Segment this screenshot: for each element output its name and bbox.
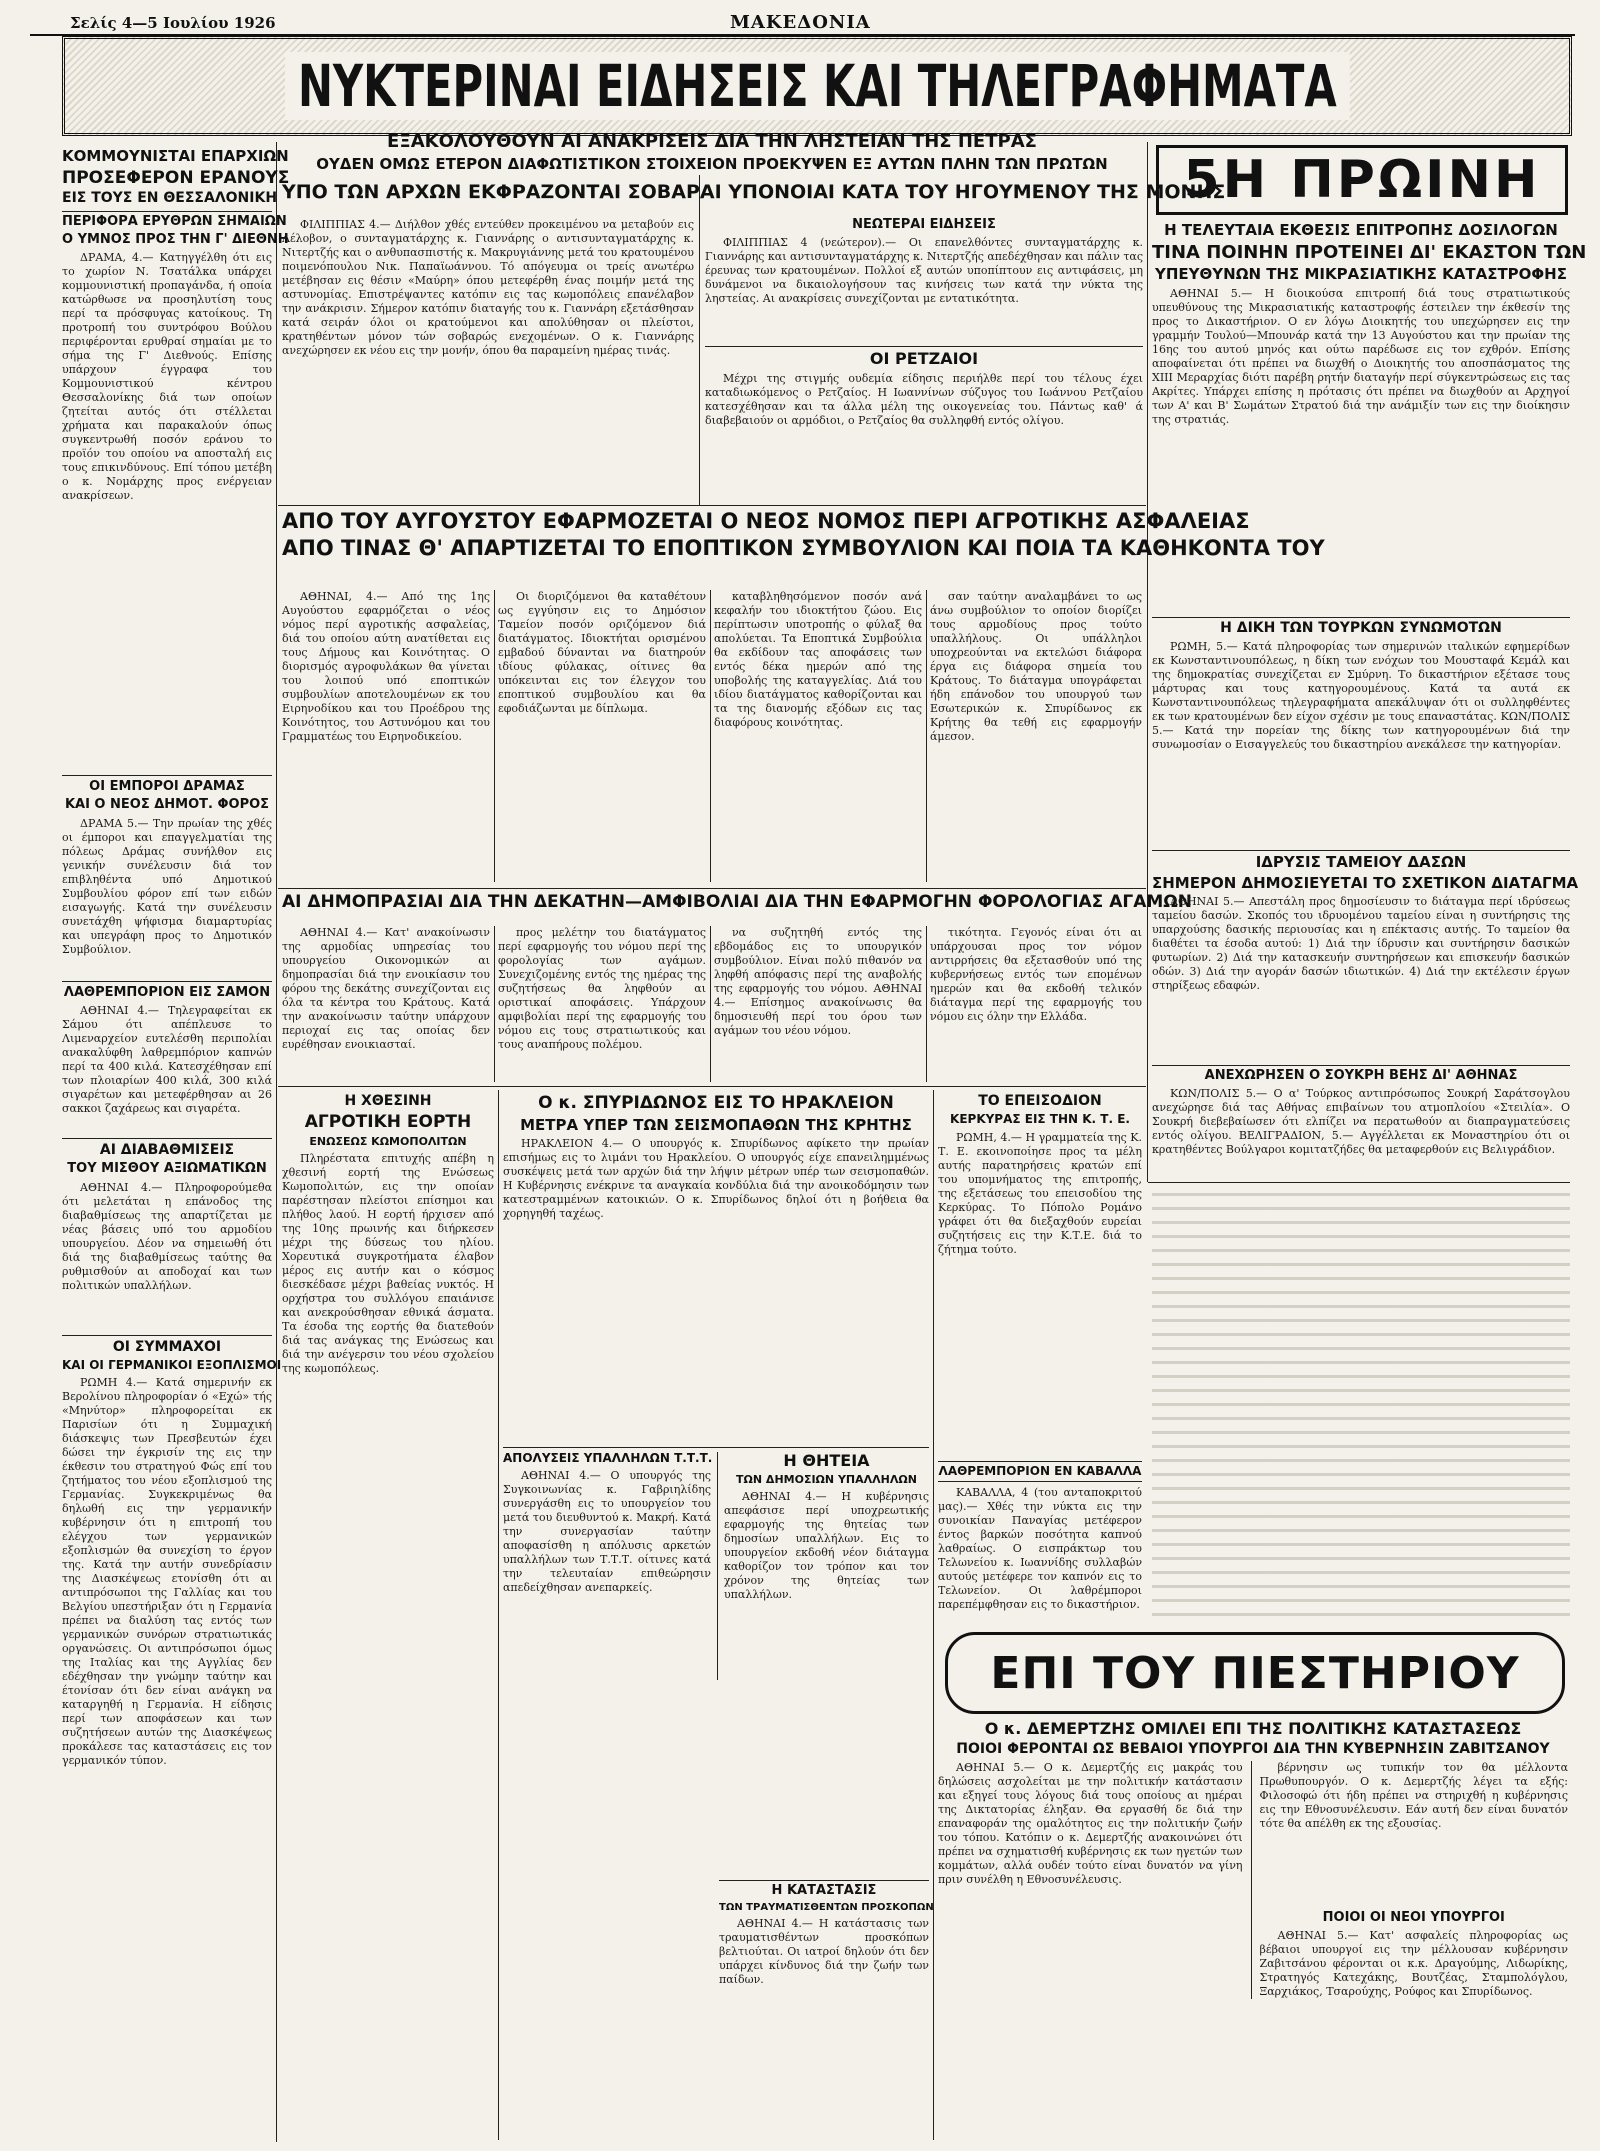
kavala-text: ΚΑΒΑΛΛΑ, 4 (του ανταποκριτού μας).— Χθές την νύκτα εις την συνοικίαν Παναγίας μετέφερον έντος βαρκών ποσότητα καπνού λαθραίως. Ο εισπράκτωρ του Τελωνείου κ. Ιωαννίδης συλλαβών αυτούς μετέφερε τον καπνόν εις το Τελωνείον. Οι λαθρέμποροι παρεπέμφθησαν εις το δικαστήριον. [938,1485,1142,1611]
samos-article: ΑΘΗΝΑΙ 4.— Τηλεγραφείται εκ Σάμου ότι απέπλευσε το Λιμεναρχείον ευτελέσθη περιπολίαι ανακαλύφθη λαθρεμπόριον καπνών περί τα 400 κιλά. Κατεσχέθησαν επί των πλοιαρίων 400 κιλά, 300 κιλά σιγαρέτων και μετεφέρθησαν αι 26 σακκοι ζαχάρεως και σιγαρέτα. [62,1004,272,1116]
allies-block [62,1335,282,1937]
tithe-headline [282,892,1192,923]
merchants-block [62,775,272,977]
petra-subheadline [282,181,1226,212]
festival-text: Πληρέστατα επιτυχής απέβη η χθεσινή εορτή της Ενώσεως Κωμοπολιτών, εις την οποίαν παρέστησαν πλείστοι επίσημοι και πλήθος λαού. Η εορτή ήρχισεν από της 10ης πρωινής και διήρκεσεν μέχρι της δύσεως του ηλίου. Χορευτικά συγκροτήματα έλαβον μέρος εις αυτήν και ο κόσμος διεσκέδασε μέχρι βαθείας νυκτός. Η ορχήστρα του συλλόγου επαιάνισε και ανεκρούσθησαν εθνικά άσματα. Τα έσοδα της εορτής θα διατεθούν διά τας ανάγκας της Ενώσεως και διά την ανέγερσιν του νέου σχολείου της κωμοπόλεως. [282,1152,494,1376]
kavala-headline: ΛΑΘΡΕΜΠΟΡΙΟΝ ΕΝ ΚΑΒΑΛΛΑ [938,1461,1142,1482]
demertzis-text-continued: βέρνησιν ως τυπικήν τον θα μέλλοντα Πρωθυπουργόν. Ο κ. Δεμερτζής λέγει τα εξής: Φιλοσοφώ ότι ήδη πρέπει να στηριχθή η κυβέρνησις εις την Εθνοσυνέλευσιν. Εάν αυτή δεν είναι δυνατόν τότε θα απέλθη εκ της εξουσίας. [1259,1760,1568,1830]
tithe-col-3 [714,926,922,1082]
merchants-article: ΔΡΑΜΑ 5.— Την πρωίαν της χθές οι έμποροι και επαγγελματίαι της πόλεως Δράμας συνήλθον εις γενικήν συνέλευσιν διά τον επιβληθέντα υπό Δημοτικού Συμβουλίου φόρον επί των ειδών εισαγωγής. Κατά την συνέλευσιν συνετάχθη ψήφισμα διαμαρτυρίας και υπεγράφη προς το Δημοτικόν Συμβούλιον. [62,816,272,956]
corfu-headline: ΤΟ ΕΠΕΙΣΟΔΙΟΝ [978,1093,1102,1109]
demertzis-text: ΑΘΗΝΑΙ 5.— Ο κ. Δεμερτζής εις μακράς του δηλώσεις ασχολείται με την πολιτικήν κατάστασιν και εξηγεί τους λόγους διά τους οποίους αι ημέραι της Δικτατορίας έληξαν. Θα εργασθή δε διά την επαναφοράν της ομαλότητος εις την πολιτικήν ζωήν του τόπου. Κατόπιν ο κ. Δεμερτζής ανακοινώνει ότι πρέπει να σχηματισθή κυβέρνησις εκ των ηγετών των κομμάτων, αλλά ουδέν τούτο είναι δυνατόν να γίνη πριν συνέλθη η Εθνοσυνέλευσις. [938,1760,1243,1886]
service-term-subheadline: ΤΩΝ ΔΗΜΟΣΙΩΝ ΥΠΑΛΛΗΛΩΝ [736,1472,917,1486]
turkish-trial-text: ΡΩΜΗ, 5.— Κατά πληροφορίας των σημερινών ιταλικών εφημερίδων εκ Κωνσταντινουπόλεως, η δίκη των ενόχων του Μουσταφά Κεμάλ και της δημοκρατίας συνεχίζεται εν Σμύρνη. Το δικαστήριον εξέτασε τους μάρτυρας και τους κατηγορουμένους. Κατά τα αυτά εκ Κωνσταντινουπόλεως τηλεγραφήματα απεκάλυψαν ότι οι συλληφθέντες εκ των κρατουμένων δεν είχον σχέσιν με τους επαναστάτας. ΚΩΝ/ΠΟΛΙΣ 5.— Κατά την πορείαν της δίκης των κατηγορουμένων διά την συνωμοσίαν ο Εισαγγελεύς του δικαστηρίου ανεκάλεσε την κατηγορίαν. [1152,640,1570,752]
latest-news-headline: ΝΕΩΤΕΡΑΙ ΕΙΔΗΣΕΙΣ [852,217,996,232]
headline-line: ΠΕΡΙΦΟΡΑ ΕΡΥΘΡΩΝ ΣΗΜΑΙΩΝ [62,211,272,229]
retzaioi-text: Μέχρι της στιγμής ουδεμία είδησις περιήλθε περί του τέλους έχει καταδιωκόμενος ο Ρετζαίος. Η Ιωαννίνων σύζυγος του Ιωάννου Ρετζαίου κατεσχέθησαν και τα άλλα μέλη της οικογενείας του. Πάντως καθ' ά διαβεβαιούν οι αρμόδιοι, ο Ρετζαίος θα συλληφθή εντός ολίγου. [705,371,1143,427]
headline-line: ΑΙ ΔΗΜΟΠΡΑΣΙΑΙ ΔΙΑ ΤΗΝ ΔΕΚΑΤΗΝ—ΑΜΦΙΒΟΛΙΑΙ ΔΙΑ ΤΗΝ ΕΦΑΡΜΟΓΗΝ ΦΟΡΟΛΟΓΙΑΣ ΑΓΑΜΩΝ [282,892,1192,912]
tithe-col-2 [498,926,706,1082]
officers-block [62,1138,272,1331]
samos-block [62,981,272,1134]
service-term-headline: Η ΘΗΤΕΙΑ [783,1451,870,1471]
agro-col-2 [498,590,706,882]
communist-headline [62,147,290,247]
retzaioi-headline: ΟΙ ΡΕΤΖΑΙΟΙ [705,346,1143,368]
spyridonos-column [503,1093,934,2138]
festival-headline-a: Η ΧΘΕΣΙΝΗ [344,1093,432,1109]
festival-headline-c: ΕΝΩΣΕΩΣ ΚΩΜΟΠΟΛΙΤΩΝ [309,1135,467,1149]
festival-column [282,1094,494,2138]
agro-headline [282,509,1325,586]
scouts-text: ΑΘΗΝΑΙ 4.— Η κατάστασις των τραυματισθέντων προσκόπων βελτιούται. Οι ιατροί δηλούν ότι δεν υπάρχει κίνδυνος διά την ζωήν των παίδων. [719,1917,929,1987]
service-term-block [724,1452,929,1680]
turkish-trial-headline: Η ΔΙΚΗ ΤΩΝ ΤΟΥΡΚΩΝ ΣΥΝΩΜΟΤΩΝ [1152,617,1570,636]
allies-subheadline: ΚΑΙ ΟΙ ΓΕΡΜΑΝΙΚΟΙ ΕΞΟΠΛΙΣΜΟΙ [62,1358,282,1373]
tithe-text: τικότητα. Γεγονός είναι ότι αι υπάρχουσαι προς τον νόμον αντιρρήσεις θα εξετασθούν υπό της κυβερνήσεως εντός των επομένων ημερών και θα εκδοθή τελικόν διάταγμα περί της εφαρμογής του νόμου εις όλην την Ελλάδα. [930,926,1142,1023]
spyridonos-headline: Ο κ. ΣΠΥΡΙΔΩΝΟΣ ΕΙΣ ΤΟ ΗΡΑΚΛΕΙΟΝ [538,1093,894,1113]
agro-text: σαν ταύτην αναλαμβάνει το ως άνω συμβούλιον το οποίον διορίζει τους αρμοδίους προς τούτο υπαλλήλους. Οι υπάλληλοι υποχρεούνται να εκτελώσι διάφορα έργα εις διάφορα σημεία του Κράτους. Το διάταγμα υπογράφεται ήδη επάνοδον του υπουργού των Εσωτερικών κ. Σπυρίδωνος εκ Κρήτης θα τεθή εις εφαρμογήν άμεσον. [930,590,1142,743]
new-ministers-text: ΑΘΗΝΑΙ 5.— Κατ' ασφαλείς πληροφορίας ως βέβαιοι υπουργοί εις την μέλλουσαν κυβέρνησιν Ζαβιτσάνου φέρονται οι κ.κ. Δραγούμης, Λιδωρίκης, Στρατηγός Κατεχάκης, Βουτζέας, Σταμπολόγλου, Ξαρχιάκος, Τσαρούχης, Ρούφος και Σπυρίδωνος. [1259,1929,1568,1999]
fifth-morning-title: 5Η ΠΡΩΙΝΗ [1183,150,1541,210]
new-ministers-headline: ΠΟΙΟΙ ΟΙ ΝΕΟΙ ΥΠΟΥΡΓΟΙ [1322,1909,1505,1925]
agro-col-4 [930,590,1142,882]
press-banner-title: ΕΠΙ ΤΟΥ ΠΙΕΣΤΗΡΙΟΥ [990,1647,1520,1699]
merchants-subheadline: ΚΑΙ Ο ΝΕΟΣ ΔΗΜΟΤ. ΦΟΡΟΣ [64,797,270,813]
press-banner [945,1632,1565,1714]
demertzis-subheadline: ΠΟΙΟΙ ΦΕΡΟΝΤΑΙ ΩΣ ΒΕΒΑΙΟΙ ΥΠΟΥΡΓΟΙ ΔΙΑ ΤΗΝ ΚΥΒΕΡΝΗΣΙΝ ΖΑΒΙΤΣΑΝΟΥ [956,1740,1550,1757]
latest-news-text: ΦΙΛΙΠΠΙΑΣ 4 (νεώτερον).— Οι επανελθόντες συνταγματάρχης κ. Γιαννάρης και αντισυνταγματάρχης κ. Νιτερτζής απεδέχθησαν και πάλιν τας έρευνας των κρατουμένων. Πολλοί εξ αυτών υποπίπτουν εις αντιφάσεις, μη δυνάμενοι να δικαιολογήσουν τας κινήσεις των κατά την νύκτα της ληστείας. Αι ανακρίσεις συνεχίζονται με εντατικότητα. [705,236,1143,306]
tithe-text: προς μελέτην του διατάγματος περί εφαρμογής του νόμου περί της φορολογίας των αγάμων. Συνεχιζομένης εντός της ημέρας της συζητήσεως θα ληφθούν αι οριστικαί αποφάσεις. Υπάρχουν αμφιβολίαι περί της εφαρμογής του νόμου εις τους στρατιωτικούς και τους αναπήρους πολέμου. [498,926,706,1051]
scouts-subheadline: ΤΩΝ ΤΡΑΥΜΑΤΙΣΘΕΝΤΩΝ ΠΡΟΣΚΟΠΩΝ [719,1902,934,1914]
headline-line: ΕΙΣ ΤΟΥΣ ΕΝ ΘΕΣΣΑΛΟΝΙΚΗ [62,190,278,207]
right-mid-filler [1152,1186,1570,1626]
right-top-column [1152,221,1587,1182]
fifth-morning-box [1156,145,1568,215]
merchants-headline: ΟΙ ΕΜΠΟΡΟΙ ΔΡΑΜΑΣ [89,779,245,795]
petra-text: ΦΙΛΙΠΠΙΑΣ 4.— Διήλθον χθές εντεύθεν προκειμένου να μεταβούν εις Λέλοβον, ο συνταγματάρχης κ. Γιαννάρης ο αντισυνταγματάρχης κ. Νιτερτζής και ο ανθυπασπιστής κ. Μακρυγιάννης μετά του κρατουμένου ποιμενόπουλου Νικ. Παπαϊωάννου. Τό απόγευμα οι τρείς ανωτέρω μετέβησαν εις θέσιν «Μαύρη» όπου μετεφέρθη ένας ποιμήν μετά της αστυνομίας. Επιστρέψαντες κατόπιν εις τας κωμοπόλεις επανέλαβον την ανάκρισιν. Σήμερον κατόπιν διαταγής του κ. Γιαννάρη εξετάσθησαν κατά σειράν όλοι οι κρατούμενοι και απολύθησαν οι πλείστοι, κρατηθέντων μόνον τών σοβαρώς ενεχομένων. Ο κ. Γιαννάρης ανεχώρησεν εκ νέου εις την μονήν, όπου θα παραμείνη ημέρας τινάς. [282,218,694,357]
headline-line: ΑΠΟ ΤΙΝΑΣ Θ' ΑΠΑΡΤΙΖΕΤΑΙ ΤΟ ΕΠΟΠΤΙΚΟΝ ΣΥΜΒΟΥΛΙΟΝ ΚΑΙ ΠΟΙΑ ΤΑ ΚΑΘΗΚΟΝΤΑ ΤΟΥ [282,536,1325,561]
headline-line: ΠΡΟΣΕΦΕΡΟΝ ΕΡΑΝΟΥΣ [62,167,290,188]
forest-fund-text: ΑΘΗΝΑΙ 5.— Απεστάλη προς δημοσίευσιν το διάταγμα περί ιδρύσεως ταμείου δασών. Σκοπός του ιδρυομένου ταμείου είναι η συντήρησις της υπαρχούσης δασικής περιουσίας και η επέκτασις αυτής. Το ταμείον θα διαθέτει τα έσοδα αυτού: 1) Διά την ίδρυσιν και συντήρησιν δασικών φυτωρίων. 2) Διά την κατασκευήν συντηρήσεων και επισκευήν δασικών οδών. 3) Διά την αγοράν δασών ιδιωτικών. 4) Διά την εκτέλεσιν έργων στηρίξεως εδαφών. [1152,895,1570,993]
communist-article: ΔΡΑΜΑ, 4.— Κατηγγέλθη ότι εις το χωρίον Ν. Τσατάλκα υπάρχει κομμουνιστική προπαγάνδα, ή οποία κατώρθωσε να προσηλυτίση τους περί τα πρόσφυγας κατοίκους. Τη προτροπή του συντρόφου Βούλου περιφέρονται ερυθραί σημαίαι με το σήμα της Γ' Διεθνούς. Επίσης υπάρχουν έγγραφα του Κομμουνιστικού κέντρου Θεσσαλονίκης διά των οποίων ζητείται αυτός ότι στέλλεται χρήματα και παρακαλούν όπως συγκεντρωθή ποσόν εράνου το προϊόν του οποίου να αποσταλή εις τους επικινδύνους. Επί τόπου μετέβη ο κ. Νομάρχης προς ενέργειαν ανακρίσεων. [62,251,272,503]
forest-fund-headline: ΙΔΡΥΣΙΣ ΤΑΜΕΙΟΥ ΔΑΣΩΝ [1152,850,1570,871]
dismissals-text: ΑΘΗΝΑΙ 4.— Ο υπουργός της Συγκοινωνίας κ. Γαβριηλίδης συνεργάσθη εις το υπουργείον του μετά του διευθυντού κ. Μακρή. Κατά την συνεργασίαν ταύτην αποφασίσθη η απόλυσις αρκετών υπαλλήλων των Τ.Τ.Τ. οίτινες κατά την τελευταίαν επιθεώρησιν απεδείχθησαν ανεπαρκείς. [503,1469,711,1595]
tithe-col-1 [282,926,490,1082]
agro-col-1 [282,590,490,882]
left-column [62,147,290,2138]
scouts-block [719,1880,934,1997]
headline-line: ΥΠΕΥΘΥΝΩΝ ΤΗΣ ΜΙΚΡΑΣΙΑΤΙΚΗΣ ΚΑΤΑΣΤΡΟΦΗΣ [1155,265,1567,284]
headline-line: Η ΤΕΛΕΥΤΑΙΑ ΕΚΘΕΣΙΣ ΕΠΙΤΡΟΠΗΣ ΔΟΣΙΛΟΓΩΝ [1164,221,1558,239]
headline-line: Ο ΥΜΝΟΣ ΠΡΟΣ ΤΗΝ Γ' ΔΙΕΘΝΗ [62,231,289,247]
agro-text: καταβληθησόμενον ποσόν ανά κεφαλήν του ιδιοκτήτου ζώου. Εις περίπτωσιν υποτροπής ο φύλαξ θα απολύεται. Τα Εποπτικά Συμβούλια θα εκδίδουν τας αποφάσεις των εντός δέκα ημερών από της υποβολής της καταγγελίας. Διά του ιδίου διατάγματος καθορίζονται και τα της διανομής εξόδων εις τας διαφόρους κοινότητας. [714,590,922,729]
dismissals-headline: ΑΠΟΛΥΣΕΙΣ ΥΠΑΛΛΗΛΩΝ Τ.Τ.Τ. [503,1451,713,1466]
tithe-text: ΑΘΗΝΑΙ 4.— Κατ' ανακοίνωσιν της αρμοδίας υπηρεσίας του υπουργείου Οικονομικών αι δημοπρασίαι διά την ενοικίασιν του φόρου της δεκάτης συνεχίζονται εις όλα τα κέντρα του Κράτους. Κατά την ανακοίνωσιν ταύτην υπάρχουν περιοχαί εις τας οποίας δεν ευρέθησαν ενοικιασταί. [282,926,490,1051]
soukri-text: ΚΩΝ/ΠΟΛΙΣ 5.— Ο α' Τούρκος αντιπρόσωπος Σουκρή Σαράτσογλου ανεχώρησε διά τας Αθήνας επιβαίνων του ατμοπλοίου «Στειλία». Ο Σουκρή διεβεβαίωσεν ότι ελπίζει να περατωθούν αι διαπραγματεύσεις εντός ολίγου. ΒΕΛΙΓΡΑΔΙΟΝ, 5.— Αγγέλλεται εκ Μοναστηρίου ότι οι κρατηθέντες Βούλγαροι κομιτατζήδες θα μεταφερθούν εις Βελιγράδιον. [1152,1087,1570,1157]
soukri-headline: ΑΝΕΧΩΡΗΣΕΝ Ο ΣΟΥΚΡΗ ΒΕΗΣ ΔΙ' ΑΘΗΝΑΣ [1152,1065,1570,1083]
demertzis-headline: Ο κ. ΔΕΜΕΡΤΖΗΣ ΟΜΙΛΕΙ ΕΠΙ ΤΗΣ ΠΟΛΙΤΙΚΗΣ ΚΑΤΑΣΤΑΣΕΩΣ [984,1719,1522,1738]
agro-col-3 [714,590,922,882]
issue-date: Σελίς 4—5 Ιουλίου 1926 [70,14,276,32]
headline-line: ΑΠΟ ΤΟΥ ΑΥΓΟΥΣΤΟΥ ΕΦΑΡΜΟΖΕΤΑΙ Ο ΝΕΟΣ ΝΟΜΟΣ ΠΕΡΙ ΑΓΡΟΤΙΚΗΣ ΑΣΦΑΛΕΙΑΣ [282,509,1250,533]
spyridonos-text: ΗΡΑΚΛΕΙΟΝ 4.— Ο υπουργός κ. Σπυρίδωνος αφίκετο την πρωίαν επισήμως εις το λιμάνι του Ηρακλείου. Ο υπουργός είχε επανειλημμένως συσκέψεις μετά των αρχών διά την λήψιν μέτρων υπέρ των σεισμοπαθών. Η Κυβέρνησις ενέκρινε τα αναγκαία κονδύλια διά την ανοικοδόμησιν των κατεστραμμένων κατοικιών. Ο κ. Σπυρίδωνος δηλοί ότι η βοήθεια θα χορηγηθή ταχέως. [503,1137,929,1221]
corfu-text: ΡΩΜΗ, 4.— Η γραμματεία της Κ. Τ. Ε. εκοινοποίησε προς τα μέλη αυτής παρατηρήσεις κρατών επί του υπομνήματος της επιτροπής, της εξετάσεως του επεισοδίου της Κερκύρας. Το Πόπολο Ρομάνο γράφει ότι θα διεξαχθούν ευρείαι συζητήσεις εις την Κ.Τ.Ε. διά το ζήτημα τούτο. [938,1130,1142,1256]
petra-article-left [282,218,694,500]
officers-subheadline: ΤΟΥ ΜΙΣΘΟΥ ΑΞΙΩΜΑΤΙΚΩΝ [67,1161,267,1177]
masthead-title: ΝΥΚΤΕΡΙΝΑΙ ΕΙΔΗΣΕΙΣ ΚΑΙ ΤΗΛΕΓΡΑΦΗΜΑΤΑ [285,52,1350,120]
service-term-text: ΑΘΗΝΑΙ 4.— Η κυβέρνησις απεφάσισε περί υποχρεωτικής εφαρμογής της θητείας των δημοσίων υπαλλήλων. Εις το υπουργείον εκδοθή νέον διάταγμα καθορίζον τον τρόπον και τον χρόνον της θητείας των υπαλλήλων. [724,1489,929,1601]
officers-headline: ΑΙ ΔΙΑΒΑΘΜΙΣΕΙΣ [99,1142,235,1159]
masthead [62,36,1572,136]
headline-line: ΥΠΟ ΤΩΝ ΑΡΧΩΝ ΕΚΦΡΑΖΟΝΤΑΙ ΣΟΒΑΡΑΙ ΥΠΟΝΟΙΑΙ ΚΑΤΑ ΤΟΥ ΗΓΟΥΜΕΝΟΥ ΤΗΣ ΜΟΝΗΣ [282,181,1226,203]
agro-text: Οι διοριζόμενοι θα καταθέτουν ως εγγύησιν εις το Δημόσιον Ταμείον ποσόν οριζόμενον διά διατάγματος. Ιδιοκτήται ορισμένου εμβαδού δύνανται να διατηρούν ιδίους φύλακας, οίτινες θα υπόκεινται εις τον έλεγχον του εποπτικού συμβουλίου και θα εφοδιάζωνται με δίπλωμα. [498,590,706,715]
scouts-headline: Η ΚΑΤΑΣΤΑΣΙΣ [771,1882,877,1898]
petra-article-right [705,218,1143,500]
festival-headline-b: ΑΓΡΟΤΙΚΗ ΕΟΡΤΗ [304,1112,472,1133]
issue-line [30,10,1570,36]
officers-article: ΑΘΗΝΑΙ 4.— Πληροφορούμεθα ότι μελετάται η επάνοδος της διαβαθμίσεως της απαρτίζεται με νέας βάσεις υπό του αρμοδίου υπουργείου. Δέον να σημειωθή ότι διά της διαβαθμίσεως ταύτης θα ρυθμισθούν αι αποδοχαί και των πολιτικών υπαλλήλων. [62,1180,272,1292]
headline-line: ΕΞΑΚΟΛΟΥΘΟΥΝ ΑΙ ΑΝΑΚΡΙΣΕΙΣ ΔΙΑ ΤΗΝ ΛΗΣΤΕΙΑΝ ΤΗΣ ΠΕΤΡΑΣ [387,131,1037,152]
headline-line: ΤΙΝΑ ΠΟΙΝΗΝ ΠΡΟΤΕΙΝΕΙ ΔΙ' ΕΚΑΣΤΟΝ ΤΩΝ [1152,241,1587,263]
allies-headline: ΟΙ ΣΥΜΜΑΧΟΙ [112,1338,222,1355]
dismissals-block [503,1452,711,1680]
corfu-subheadline: ΚΕΡΚΥΡΑΣ ΕΙΣ ΤΗΝ Κ. Τ. Ε. [950,1112,1130,1127]
collaborators-text: ΑΘΗΝΑΙ 5.— Η διοικούσα επιτροπή διά τους στρατιωτικούς υπευθύνους της Μικρασιατικής καταστροφής έστειλεν την έκθεσίν της προς το Δικαστήριον. Ο εν λόγω Διοικητής του υπεχώρησεν εις την γραμμήν Τουλού—Μπουνάρ κατά την 13 Αυγούστου και την πρωίαν της 16ης του αυτού μηνός και ούτω παρέδωσε εις τον εχθρόν. Επίσης αποφαίνεται ότι πρέπει να διωχθή ο Διοικητής του αποσπάσματος της ΧΙΙΙ Μεραρχίας διότι παρέβη ρητήν διαταγήν περί σύγκεντρώσεως εις τας Ακρίτες. Υπάρχει επίσης η πρότασις ότι πρέπει να διωχθούν αι Αρχηγοί των Α' και Β' Σωμάτων Στρατού διά την ανάμιξίν των εις την διοίκησιν της στρατιάς. [1152,286,1570,426]
demertzis-block [938,1720,1568,2140]
allies-article: ΡΩΜΗ 4.— Κατά σημερινήν εκ Βερολίνου πληροφορίαν ό «Εχώ» τής «Μηνύτορ» πληροφορείται εκ Παρισίων ότι η Συμμαχική διάσκεψις των Πρεσβευτών έχει δώσει την έγκρισίν της εις την έκθεσιν του στρατηγού Φώς επί του ζητήματος του νέου εξοπλισμού της Γερμανίας. Συγκεκριμένως θα δηλωθή εις την γερμανικήν κυβέρνησιν ότι η επιτροπή του ελέγχου των γερμανικών εξοπλισμών θα συνεχίση το έργον της. Κατά την αυτήν συνεδρίασιν της Διασκέψεως ετονίσθη ότι αι αντιπρόσωποι της Γαλλίας και του Βελγίου υπεστήριξαν ότι η Γερμανία πρέπει να διαλύση τας εντός των γερμανικών συνόρων στρατιωτικάς οργανώσεις. Οι αντιπρόσωποι όμως της Ιταλίας και της Αγγλίας δεν εδέχθησαν την γνώμην ταύτην και έτονίσαν ότι δεν είναι ανάγκη να καταργηθή η Γερμανία. Η είδησις περί των αποφάσεων και των συζητήσεων αυτών της Διασκέψεως προκάλεσε τας καταστάσεις εις τον γερμανικόν τύπον. [62,1376,272,1768]
forest-fund-subheadline: ΣΗΜΕΡΟΝ ΔΗΜΟΣΙΕΥΕΤΑΙ ΤΟ ΣΧΕΤΙΚΟΝ ΔΙΑΤΑΓΜΑ [1152,873,1579,892]
headline-line: ΟΥΔΕΝ ΟΜΩΣ ΕΤΕΡΟΝ ΔΙΑΦΩΤΙΣΤΙΚΟΝ ΣΤΟΙΧΕΙΟΝ ΠΡΟΕΚΥΨΕΝ ΕΞ ΑΥΤΩΝ ΠΛΗΝ ΤΩΝ ΠΡΩΤΩΝ [316,154,1108,173]
tithe-text: να συζητηθή εντός της εβδομάδος εις το υπουργικόν συμβούλιον. Είναι πολύ πιθανόν να ληφθή απόφασις περί της αναβολής της εφαρμογής του νόμου. ΑΘΗΝΑΙ 4.— Επίσημος ανακοίνωσις θα δημοσιευθή περί του όρου των αγάμων του νέου νόμου. [714,926,922,1037]
tithe-col-4 [930,926,1142,1082]
headline-line: ΚΟΜΜΟΥΝΙΣΤΑΙ ΕΠΑΡΧΙΩΝ [62,147,289,165]
petra-headline [282,132,1142,180]
spyridonos-subheadline: ΜΕΤΡΑ ΥΠΕΡ ΤΩΝ ΣΕΙΣΜΟΠΑΘΩΝ ΤΗΣ ΚΡΗΤΗΣ [520,1115,912,1134]
agro-text: ΑΘΗΝΑΙ, 4.— Από της 1ης Αυγούστου εφαρμόζεται ο νέος νόμος περί αγροτικής ασφαλείας, διά του οποίου αύτη ανατίθεται εις τους Δήμους και Κοινότητας. Ο διορισμός αγροφυλάκων θα γίνεται του λοιπού υπό εποπτικών συμβουλίων αποτελουμένων εκ του Ειρηνοδίκου και του Προέδρου της Κοινότητος, του Αστυνόμου και του Γραμματέως του Ειρηνοδικείου. [282,590,490,743]
newspaper-name: ΜΑΚΕΔΟΝΙΑ [730,12,871,33]
samos-headline: ΛΑΘΡΕΜΠΟΡΙΟΝ ΕΙΣ ΣΑΜΟΝ [63,984,271,1000]
